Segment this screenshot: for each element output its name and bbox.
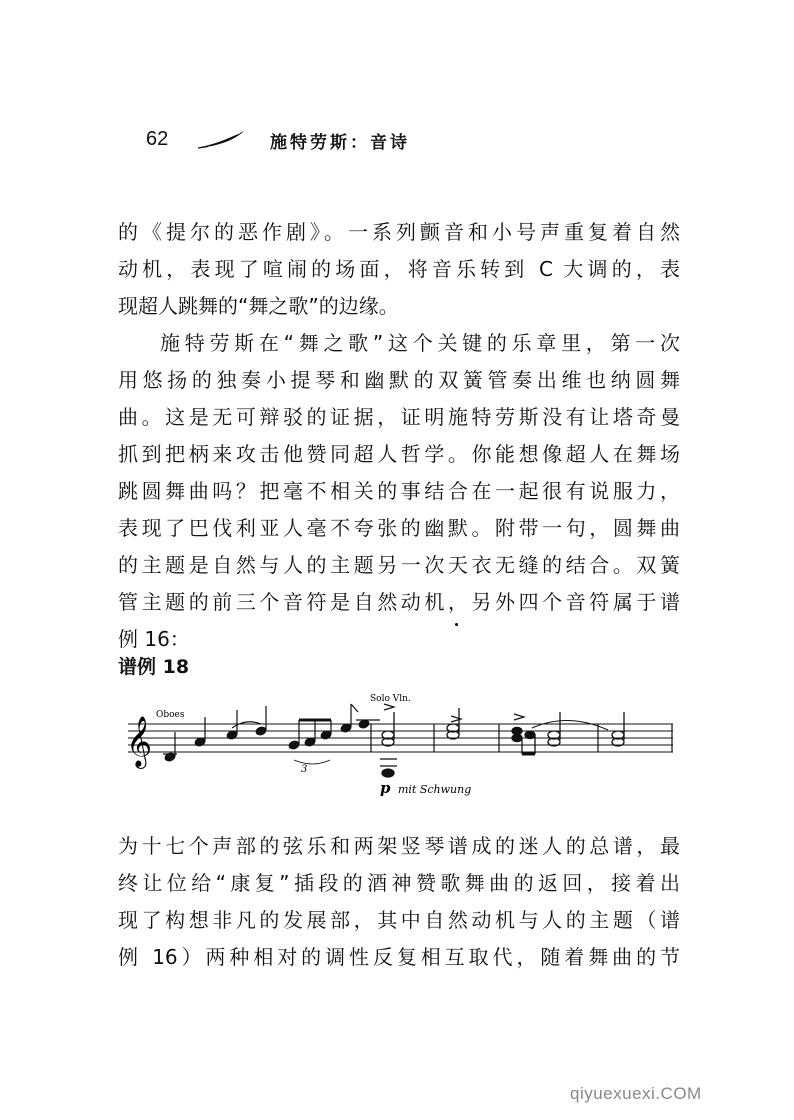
accent-marks (384, 704, 524, 722)
text-line: 例 16： (118, 627, 190, 651)
feather-quill-icon (198, 128, 248, 150)
paragraph-main (118, 325, 680, 658)
staff-lines (128, 724, 673, 752)
text-line: 管主题的前三个音符是自然动机，另外四个音符属于谱 (118, 590, 680, 614)
text-line: 的《提尔的恶作剧》。一系列颤音和小号声重复着自然 (118, 220, 680, 244)
paragraph-bottom (118, 828, 680, 976)
label-oboes: Oboes (156, 710, 185, 720)
text-line: 施特劳斯在“舞之歌”这个关键的乐章里，第一次 (160, 331, 680, 355)
treble-clef-icon: 𝄞 (126, 716, 153, 767)
text-line: 用悠扬的独奏小提琴和幽默的双簧管奏出维也纳圆舞 (118, 368, 680, 392)
dynamic-mark: p (380, 779, 391, 797)
paragraph-top (118, 214, 680, 325)
text-line: 动机，表现了喧闹的场面，将音乐转到 C 大调的，表 (118, 257, 680, 281)
expression-mark: mit Schwung (398, 783, 472, 796)
music-score (118, 690, 680, 800)
stray-dot (455, 623, 458, 626)
label-solo: Solo Vln. (370, 694, 411, 704)
text-line: 跳圆舞曲吗？把毫不相关的事结合在一起很有说服力， (118, 479, 680, 503)
text-line: 表现了巴伐利亚人毫不夸张的幽默。附带一句，圆舞曲 (118, 516, 680, 540)
text-line: 为十七个声部的弦乐和两架竖琴谱成的迷人的总谱，最 (118, 834, 680, 858)
page-number: 62 (146, 128, 169, 150)
text-line: 的主题是自然与人的主题另一次天衣无缝的结合。双簧 (118, 553, 680, 577)
triplet-mark: 3 (301, 764, 308, 775)
watermark: qiyuexuexi.COM (570, 1084, 702, 1103)
text-line: 现超人跳舞的“舞之歌”的边缘。 (118, 294, 399, 318)
text-line: 抓到把柄来攻击他赞同超人哲学。你能想像超人在舞场 (118, 442, 680, 466)
text-line: 例 16）两种相对的调性反复相互取代，随着舞曲的节 (118, 945, 680, 969)
oboe-notes (163, 704, 380, 762)
text-line: 终让位给“康复”插段的酒神赞歌舞曲的返回，接着出 (118, 871, 680, 895)
example-heading: 谱例 18 (118, 656, 190, 678)
text-line: 曲。这是无可辩驳的证据，证明施特劳斯没有让塔奇曼 (118, 405, 680, 429)
text-line: 现了构想非凡的发展部，其中自然动机与人的主题（谱 (118, 908, 680, 932)
violin-chords (380, 708, 624, 777)
running-title: 施特劳斯：音诗 (270, 133, 410, 153)
